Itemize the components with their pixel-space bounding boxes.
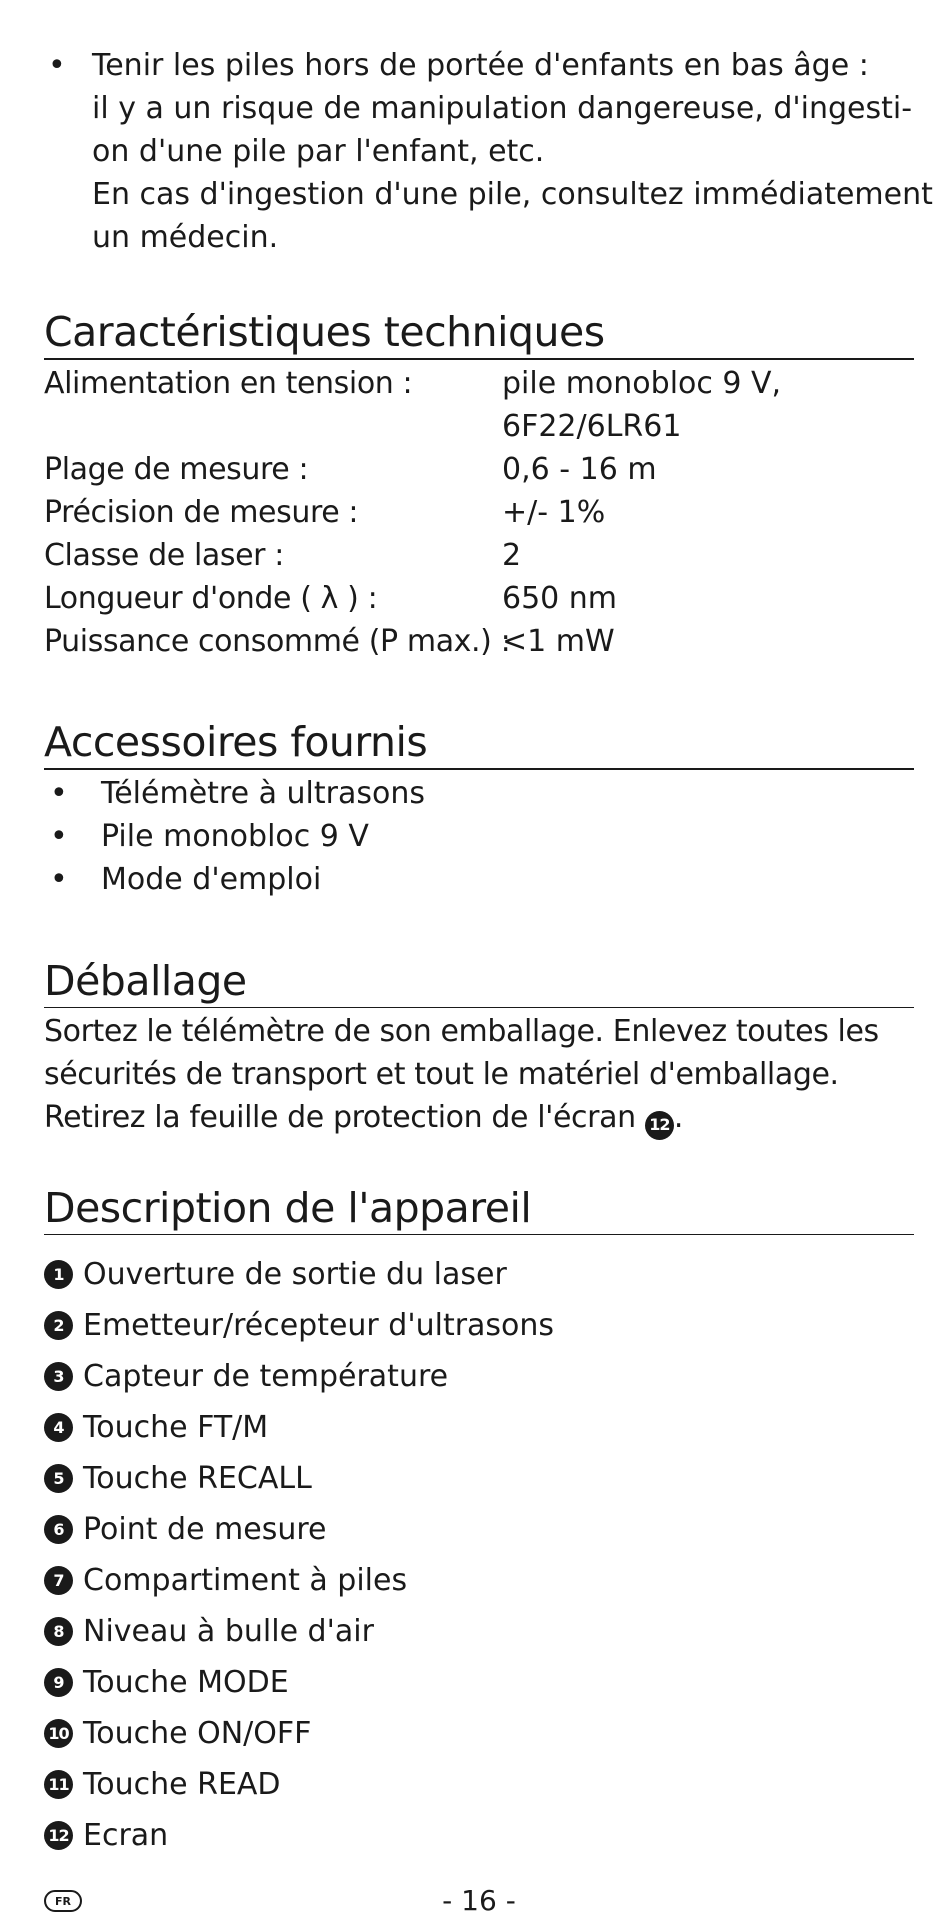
paragraph-line <box>44 1096 914 1140</box>
bullet-dot: • <box>50 862 68 897</box>
list-item <box>44 1759 914 1810</box>
part-label: Point de mesure <box>83 1512 327 1547</box>
part-label: Ouverture de sortie du laser <box>83 1257 507 1292</box>
part-number: 10 <box>44 1719 73 1748</box>
battery-warning-text <box>92 44 933 259</box>
spec-value-line: 6F22/6LR61 <box>502 409 682 444</box>
page-footer <box>44 1884 914 1920</box>
list-item <box>44 1657 914 1708</box>
spec-value: 0,6 - 16 m <box>502 452 657 487</box>
spec-value-line: pile monobloc 9 V, <box>502 366 782 401</box>
spec-row <box>44 362 914 448</box>
warning-line: on d'une pile par l'enfant, etc. <box>92 134 545 169</box>
part-number: 7 <box>44 1566 73 1595</box>
specs-table <box>44 362 914 663</box>
part-number: 4 <box>44 1413 73 1442</box>
description-section <box>44 1182 914 1861</box>
spec-row <box>44 448 914 491</box>
list-item <box>44 1249 914 1300</box>
part-label: Compartiment à piles <box>83 1563 408 1598</box>
spec-label: Puissance consommé (P max.) : <box>44 624 511 659</box>
warning-line: un médecin. <box>92 220 279 255</box>
spec-label: Précision de mesure : <box>44 495 359 530</box>
accessories-heading: Accessoires fournis <box>44 718 428 766</box>
list-item <box>44 1402 914 1453</box>
spec-value: 2 <box>502 538 522 573</box>
paragraph-text: Retirez la feuille de protection de l'écran <box>44 1100 636 1135</box>
warning-line: En cas d'ingestion d'une pile, consultez immédiatement <box>92 177 933 212</box>
part-label: Capteur de température <box>83 1359 449 1394</box>
specs-section <box>44 306 914 663</box>
list-item <box>44 1606 914 1657</box>
warning-line: il y a un risque de manipulation dangereuse, d'ingesti- <box>92 91 913 126</box>
parts-list <box>44 1249 914 1861</box>
spec-value: +/- 1% <box>502 495 606 530</box>
spec-value <box>502 362 914 448</box>
list-item <box>44 815 914 858</box>
accessory-label: Télémètre à ultrasons <box>101 776 425 811</box>
part-label: Touche FT/M <box>83 1410 269 1445</box>
bullet-dot: • <box>50 819 68 854</box>
part-number: 5 <box>44 1464 73 1493</box>
spec-label: Plage de mesure : <box>44 452 309 487</box>
part-number: 9 <box>44 1668 73 1697</box>
part-label: Touche READ <box>83 1767 281 1802</box>
spec-row <box>44 620 914 663</box>
part-label: Touche RECALL <box>83 1461 312 1496</box>
paragraph-period: . <box>673 1100 683 1135</box>
part-label: Ecran <box>83 1818 169 1853</box>
part-label: Touche MODE <box>83 1665 289 1700</box>
part-label: Emetteur/récepteur d'ultrasons <box>83 1308 555 1343</box>
page-number: - 16 - <box>442 1884 516 1917</box>
description-heading: Description de l'appareil <box>44 1184 532 1232</box>
part-number: 11 <box>44 1770 73 1799</box>
language-badge: FR <box>44 1890 82 1912</box>
list-item <box>44 1351 914 1402</box>
section-divider <box>44 1007 914 1008</box>
section-divider <box>44 358 914 360</box>
part-number: 3 <box>44 1362 73 1391</box>
spec-row <box>44 577 914 620</box>
paragraph-line: Sortez le télémètre de son emballage. Enlevez toutes les <box>44 1014 879 1049</box>
spec-row <box>44 534 914 577</box>
part-number: 12 <box>44 1821 73 1850</box>
spec-value: 650 nm <box>502 581 618 616</box>
accessories-section <box>44 716 914 901</box>
part-number: 2 <box>44 1311 73 1340</box>
spec-value: <1 mW <box>502 624 615 659</box>
spec-label: Classe de laser : <box>44 538 284 573</box>
bullet-dot: • <box>50 776 68 811</box>
list-item <box>44 1453 914 1504</box>
accessories-list <box>44 772 914 901</box>
spec-label: Longueur d'onde ( λ ) : <box>44 581 378 616</box>
part-label: Touche ON/OFF <box>83 1716 312 1751</box>
list-item <box>44 1504 914 1555</box>
part-number: 8 <box>44 1617 73 1646</box>
accessory-label: Pile monobloc 9 V <box>101 819 369 854</box>
list-item <box>44 1300 914 1351</box>
part-label: Niveau à bulle d'air <box>83 1614 374 1649</box>
specs-heading: Caractéristiques techniques <box>44 308 605 356</box>
unpacking-heading: Déballage <box>44 957 247 1005</box>
section-divider <box>44 1234 914 1235</box>
bullet-dot: • <box>48 48 66 83</box>
accessory-label: Mode d'emploi <box>101 862 322 897</box>
list-item <box>44 772 914 815</box>
list-item <box>44 1708 914 1759</box>
list-item <box>44 858 914 901</box>
section-divider <box>44 768 914 770</box>
unpacking-paragraph <box>44 1010 914 1140</box>
spec-label: Alimentation en tension : <box>44 366 413 401</box>
part-number: 6 <box>44 1515 73 1544</box>
spec-row <box>44 491 914 534</box>
list-item <box>44 1555 914 1606</box>
paragraph-line: sécurités de transport et tout le matériel d'emballage. <box>44 1057 839 1092</box>
warning-line: Tenir les piles hors de portée d'enfants en bas âge : <box>92 48 869 83</box>
unpacking-section <box>44 955 914 1140</box>
list-item <box>44 1810 914 1861</box>
battery-warning-bullet <box>44 44 933 259</box>
screen-reference-number: 12 <box>645 1111 674 1140</box>
part-number: 1 <box>44 1260 73 1289</box>
